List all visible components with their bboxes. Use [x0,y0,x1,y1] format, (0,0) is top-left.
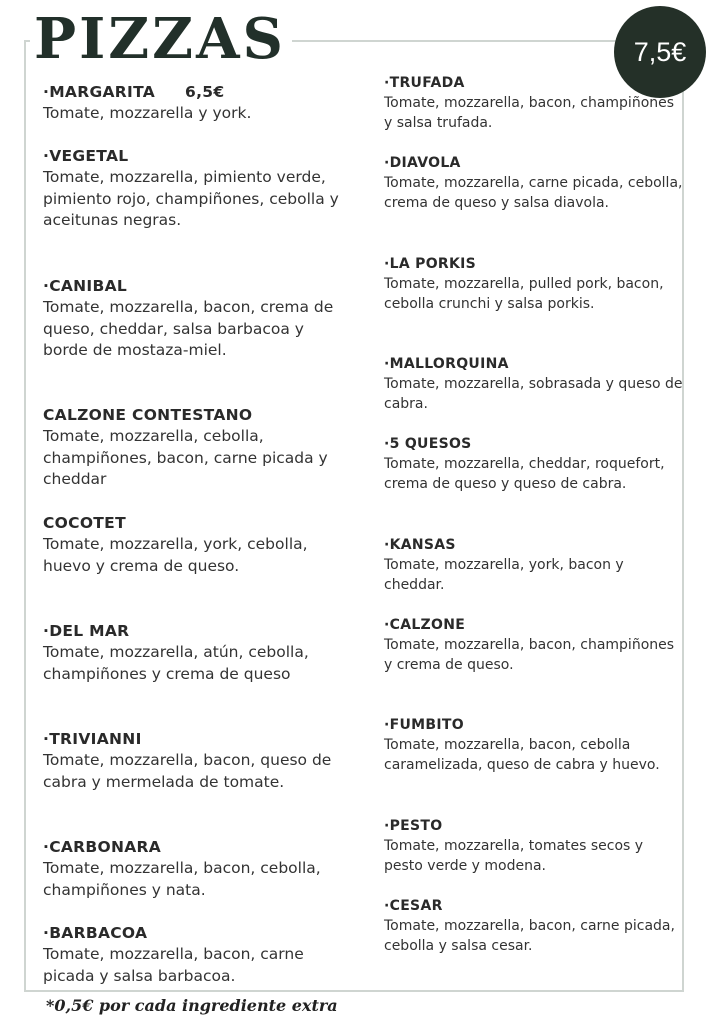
item-description: Tomate, mozzarella, sobrasada y queso de cabra. [384,376,683,412]
price-badge-label: 7,5€ [633,36,687,67]
item-name: ·CALZONE [384,617,466,633]
extra-ingredient-note: *0,5€ por cada ingrediente extra [46,996,338,1015]
item-description: Tomate, mozzarella, bacon, cebolla caramelizada, queso de cabra y huevo. [384,737,660,773]
item-description: Tomate, mozzarella, atún, cebolla, champiñones y crema de queso [43,643,309,683]
menu-item [43,146,343,232]
item-description: Tomate, mozzarella, bacon, carne picada y salsa barbacoa. [43,945,304,985]
item-name: ·DIAVOLA [384,155,461,171]
menu-item [43,276,343,362]
item-description: Tomate, mozzarella, cebolla, champiñones, bacon, carne picada y cheddar [43,427,328,489]
page-title: PIZZAS [34,6,286,72]
item-name: ·BARBACOA [43,924,148,942]
item-price: 6,5€ [185,83,225,101]
item-name: ·CANIBAL [43,277,128,295]
menu-item [384,355,684,414]
menu-item [43,923,343,987]
item-description: Tomate, mozzarella, tomates secos y pesto verde y modena. [384,838,644,874]
item-description: Tomate, mozzarella, bacon, crema de queso, cheddar, salsa barbacoa y borde de mostaza-miel. [43,298,334,360]
item-name: ·MARGARITA [43,83,156,101]
item-name: CALZONE CONTESTANO [43,406,253,424]
item-description: Tomate, mozzarella, york, bacon y cheddar. [384,557,624,593]
item-name-row [43,82,343,103]
menu-item [384,255,684,314]
item-name: ·PESTO [384,818,443,834]
item-name: ·5 QUESOS [384,436,472,452]
item-name: ·MALLORQUINA [384,356,509,372]
item-name: ·TRIVIANNI [43,730,142,748]
item-description: Tomate, mozzarella, bacon, cebolla, champiñones y nata. [43,859,321,899]
item-name: COCOTET [43,514,126,532]
menu-item [384,897,684,956]
menu-item [43,621,343,685]
menu-item [384,536,684,595]
menu-item [384,817,684,876]
menu-item [43,837,343,901]
item-description: Tomate, mozzarella, bacon, queso de cabra y mermelada de tomate. [43,751,332,791]
item-description: Tomate, mozzarella, carne picada, cebolla, crema de queso y salsa diavola. [384,175,683,211]
item-description: Tomate, mozzarella, bacon, champiñones y salsa trufada. [384,95,675,131]
item-description: Tomate, mozzarella, york, cebolla, huevo y crema de queso. [43,535,308,575]
item-name: ·LA PORKIS [384,256,477,272]
item-name: ·CESAR [384,898,443,914]
menu-item [384,716,684,775]
item-name: ·TRUFADA [384,75,465,91]
menu-item [43,82,343,125]
item-name: ·CARBONARA [43,838,162,856]
item-description: Tomate, mozzarella y york. [43,104,252,122]
menu-item [43,729,343,793]
menu-item [43,513,343,577]
item-description: Tomate, mozzarella, bacon, carne picada, cebolla y salsa cesar. [384,918,675,954]
item-name: ·FUMBITO [384,717,464,733]
menu-item [384,154,684,213]
item-name: ·KANSAS [384,537,456,553]
item-name: ·VEGETAL [43,147,129,165]
item-name: ·DEL MAR [43,622,130,640]
item-description: Tomate, mozzarella, cheddar, roquefort, crema de queso y queso de cabra. [384,456,665,492]
menu-item [384,74,684,133]
item-description: Tomate, mozzarella, bacon, champiñones y crema de queso. [384,637,675,673]
menu-item [384,435,684,494]
menu-item [384,616,684,675]
item-description: Tomate, mozzarella, pimiento verde, pimiento rojo, champiñones, cebolla y aceitunas negras. [43,168,339,230]
item-description: Tomate, mozzarella, pulled pork, bacon, cebolla crunchi y salsa porkis. [384,276,664,312]
menu-item [43,405,343,491]
